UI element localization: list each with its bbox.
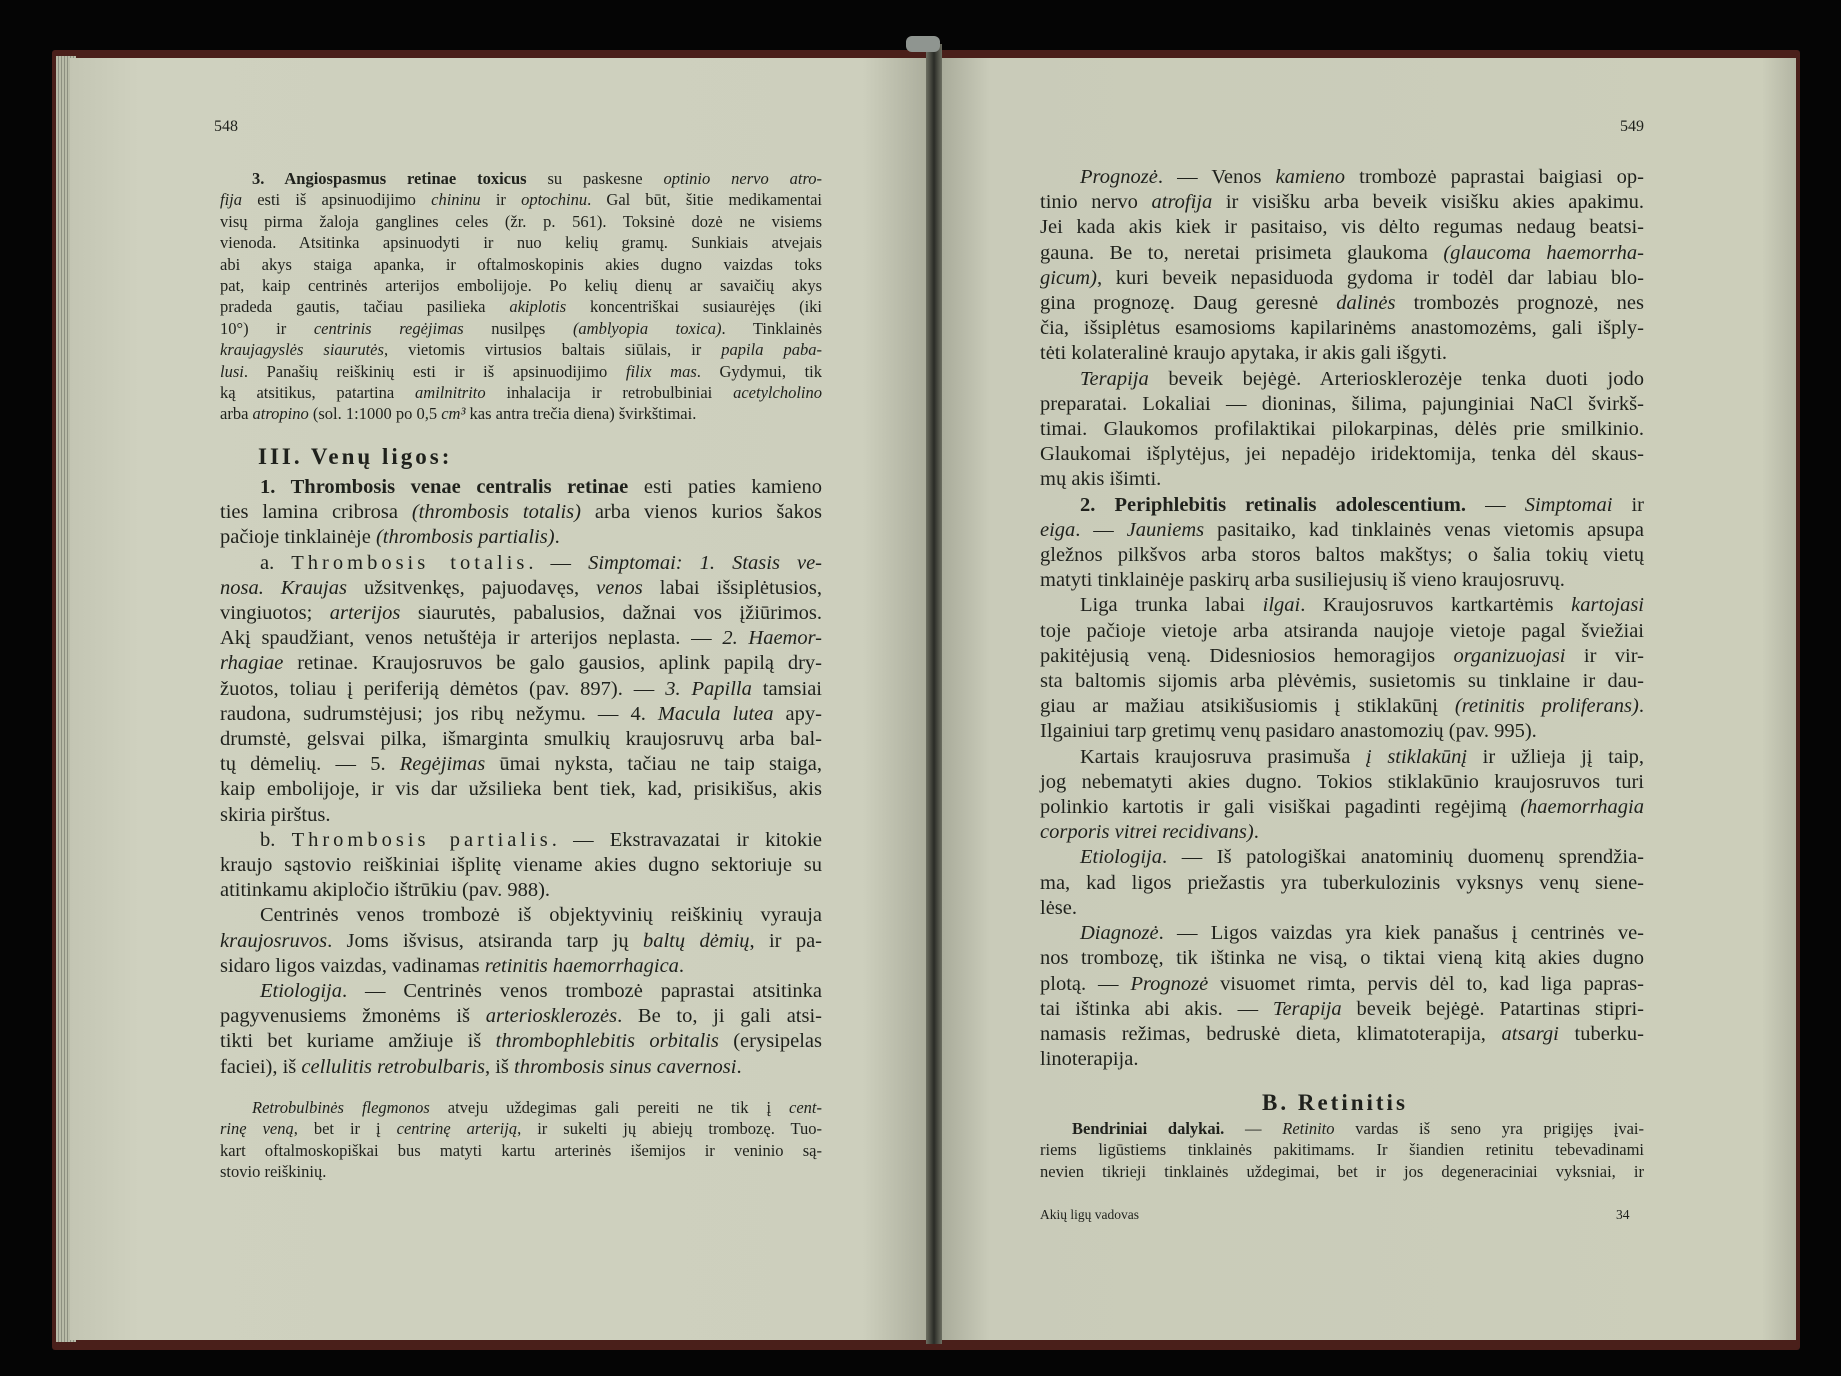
text-run: gležnos pilkšvos arba storos baltos makštys; o šalia tokių vietų (1040, 544, 1644, 567)
italic-text: baltų dėmių (642, 929, 750, 952)
italic-text: kamieno (1275, 166, 1346, 188)
italic-text: (haemorrhagia (1520, 796, 1644, 819)
text-run: ir vir- (1565, 644, 1644, 667)
italic-text: (glaucoma haemorrha- (1443, 241, 1644, 264)
text-run: . (1253, 821, 1259, 844)
italic-text: į stiklakūnį (1366, 745, 1468, 768)
text-run: linoterapija. (1040, 1048, 1139, 1071)
text-line (220, 828, 822, 853)
bold-text: Bendriniai dalykai. (1072, 1119, 1225, 1138)
text-line (1040, 745, 1644, 770)
text-run: abi akys staiga apanka, ir oftalmoskopinis akies dugno vaizdas toks (220, 254, 822, 274)
italic-text: 3. Papilla (665, 677, 752, 700)
text-line (220, 382, 822, 403)
text-run: ūmai nyksta, tačiau ne taip staiga, (485, 753, 822, 776)
italic-text: Terapija (1272, 997, 1342, 1020)
text-line (1040, 568, 1644, 593)
text-run: faciei), iš (220, 1055, 302, 1078)
bold-text: 3. Angiospasmus retinae toxicus (252, 169, 527, 188)
text-run: . — (1075, 518, 1127, 541)
text-run: (sol. 1:1000 po 0,5 (308, 404, 442, 424)
text-run: timai. Glaukomos profilaktikai pilokarpinas, dėlės prie smilkinio. (1040, 418, 1644, 441)
text-run: . Tinklainės (721, 318, 822, 338)
text-run: pačioje tinklainėje (220, 526, 376, 549)
italic-text: papila paba- (721, 340, 822, 360)
text-line (220, 1029, 822, 1054)
text-run: kas antra trečia diena) švirkštimai. (465, 404, 697, 424)
text-line (220, 651, 822, 676)
text-run: gauna. Be to, neretai prisimeta glaukoma (1040, 241, 1444, 264)
text-line (1040, 215, 1644, 240)
text-run: pakitėjusią veną. Didesniosios hemoragijos (1040, 644, 1454, 667)
text-run: riems ligūstiems tinklainės pakitimams. Ir šiandien retinitu tebevadinami (1040, 1140, 1644, 1160)
text-line (1040, 1047, 1644, 1072)
text-line (220, 929, 822, 954)
text-run: tamsiai (751, 677, 822, 700)
text-line (220, 853, 822, 878)
italic-text: fija (220, 190, 243, 210)
text-run: namasis režimas, bedruskė dieta, klimatoterapija, (1040, 1022, 1502, 1045)
text-line (1040, 493, 1644, 518)
text-run: nos trombozę, tik ištinka ne visą, o tiktai vieną kitą akies dugno (1040, 947, 1644, 970)
italic-text: Etiologija (1080, 846, 1162, 869)
italic-text: dalinės (1336, 292, 1396, 315)
text-run: vingiuotos; (220, 602, 330, 625)
text-run: pradeda gautis, tačiau pasilieka (220, 297, 510, 317)
text-run: vienoda. Atsitinka apsinuodyti ir nuo kelių gramų. Sunkiais atvejais (220, 233, 822, 253)
spaced-text: Thrombosis totalis (291, 551, 529, 574)
italic-text: Retinito (1282, 1119, 1335, 1138)
italic-text: Simptomai: 1. Stasis ve- (588, 551, 823, 574)
italic-text: (retinitis proliferans) (1454, 695, 1639, 718)
text-line (220, 1161, 822, 1182)
italic-text: cm³ (441, 404, 466, 424)
text-run: , iš (484, 1055, 515, 1078)
text-run: Centrinės venos trombozė iš objektyvinių reiškinių vyrauja (260, 904, 822, 927)
text-line (220, 318, 822, 339)
text-line (220, 525, 822, 550)
italic-text: Diagnozė (1080, 922, 1159, 945)
text-run: beveik bejėgė. Arteriosklerozėje tenka duoti jodo (1148, 367, 1644, 390)
text-line (220, 1118, 822, 1139)
text-line (220, 576, 822, 601)
italic-text: retinitis haemorrhagica (484, 954, 679, 977)
text-line (220, 803, 822, 828)
text-run: drumstė, gelsvai pilka, išmarginta smulkių kraujosruvų arba bal- (220, 728, 822, 751)
text-run: inhalacija ir retrobulbiniai (485, 383, 734, 403)
text-line (220, 275, 822, 296)
text-line (1040, 266, 1644, 291)
right-page-number: 549 (1620, 118, 1644, 135)
text-line (220, 339, 822, 360)
text-run: kraujo sąstovio reiškiniai išplitę viename akies dugno sektoriuje su (220, 854, 822, 877)
text-line (220, 403, 822, 424)
text-run: Akį spaudžiant, venos netuštėja ir arterijos neplasta. — (220, 627, 723, 650)
text-run: ir užlieja jį taip, (1467, 745, 1644, 768)
text-run: kaip embolijoje, ir vis dar užsilieka bent tiek, kad, prisikišus, akis (220, 778, 822, 801)
text-run: . — Ligos vaizdas yra kiek panašus į centrinės ve- (1158, 922, 1644, 945)
italic-text: rinę veną (220, 1119, 294, 1139)
text-run: matyti tinklainėje paskirų arba susiliejusių iš vieno kraujosruvų. (1040, 569, 1565, 592)
left-page-number: 548 (214, 118, 238, 135)
text-line (220, 626, 822, 651)
text-run: mų akis išimti. (1040, 468, 1162, 491)
text-run: giau ar mažiau atsikišusiomis į stiklakūnį (1040, 695, 1455, 718)
italic-text: optochinu (521, 190, 588, 210)
text-run: . Joms išvisus, atsiranda tarp jų (327, 929, 643, 952)
text-run: labai išsiplėtusios, (642, 576, 822, 599)
text-line (1040, 871, 1644, 896)
italic-text: corporis vitrei recidivans) (1040, 821, 1254, 844)
text-line (220, 1097, 822, 1118)
italic-text: Retrobulbinės flegmonos (252, 1098, 430, 1117)
text-run: . Gal būt, šitie medikamentai (587, 190, 822, 210)
footer-book-title: Akių ligų vadovas (1040, 1207, 1139, 1222)
italic-text: thrombosis sinus cavernosi (514, 1055, 737, 1078)
text-line (1040, 619, 1644, 644)
text-line (220, 254, 822, 275)
italic-text: kraujagyslės siaurutės (220, 340, 384, 360)
text-run: . Be to, ji gali atsi- (617, 1005, 822, 1028)
italic-text: Jauniems (1126, 518, 1205, 541)
text-line (1040, 316, 1644, 341)
italic-text: Regėjimas (399, 753, 486, 776)
italic-text: acetylcholino (733, 383, 822, 403)
text-line (220, 601, 822, 626)
text-line (220, 752, 822, 777)
text-line (1040, 367, 1644, 392)
text-line (220, 954, 822, 979)
text-line (220, 979, 822, 1004)
text-run: sta baltomis sijomis arba plėvėmis, susietomis su tinklaine ir dau- (1040, 670, 1644, 693)
italic-text: centrinis regėjimas (313, 318, 464, 338)
text-line (1040, 770, 1644, 795)
italic-text: rhagiae (220, 652, 284, 675)
text-run: vardas iš seno yra prigijęs įvai- (1334, 1119, 1645, 1138)
text-run: visuomet rimta, pervis dėl to, kad liga papras- (1208, 972, 1644, 995)
text-line (220, 475, 822, 500)
italic-text: cellulitis retrobulbaris (301, 1055, 485, 1078)
text-run: ir visišku arba beveik visišku akies apakimu. (1212, 191, 1645, 214)
italic-text: Etiologija (260, 980, 342, 1003)
text-run: čia, išsiplėtus esamosioms kapilarinėms anastomozėms, gali išply- (1040, 317, 1644, 340)
binding-clip (906, 36, 940, 52)
italic-text: Macula lutea (657, 702, 774, 725)
text-line (1040, 1139, 1644, 1160)
text-line (220, 1055, 822, 1080)
text-line (1040, 1118, 1644, 1139)
text-run: gina prognozę. Daug geresnė (1040, 292, 1337, 315)
text-run: trombozė paprastai baigiasi op- (1345, 166, 1644, 188)
text-line (1040, 669, 1644, 694)
text-run: raudona, sudrumstėjusi; jos ribų nežymu. — 4. (220, 702, 658, 725)
text-line (1040, 392, 1644, 417)
text-run: retinae. Kraujosruvos be galo gausios, aplink papilą dry- (283, 652, 822, 675)
bold-text: 1. Thrombosis venae centralis retinae (260, 476, 629, 498)
text-run: sidaro ligos vaizdas, vadinamas (220, 954, 485, 977)
text-run: stovio reiškinių. (220, 1162, 327, 1182)
text-line (1040, 417, 1644, 442)
text-run: ties lamina cribrosa (220, 501, 412, 524)
italic-text: lusi (220, 361, 244, 381)
italic-text: cent- (789, 1098, 822, 1117)
text-line (1040, 644, 1644, 669)
text-run: 10°) ir (220, 318, 314, 338)
text-run: siaurutės, pabalusios, dažnai vos įžiūrimos. (400, 602, 822, 625)
text-run: a. (260, 551, 292, 574)
text-line (220, 727, 822, 752)
book-gutter (926, 44, 942, 1344)
italic-text: Simptomai (1524, 493, 1613, 516)
italic-text: organizuojasi (1453, 644, 1566, 667)
text-line (1040, 190, 1644, 215)
text-line (220, 1140, 822, 1161)
text-run: trombozės prognozė, nes (1395, 292, 1644, 315)
bold-text: 2. Periphlebitis retinalis adolescentium. (1080, 493, 1467, 516)
text-run: apy- (773, 702, 822, 725)
text-run: pat, kaip centrinės arterijos embolijoje. Po kelių dienų ar savaičių akys (220, 276, 822, 296)
text-run: atveju uždegimas gali pereiti ne tik į (429, 1098, 790, 1117)
text-run: užsitvenkęs, pajuodavęs, (346, 576, 597, 599)
text-line (1040, 694, 1644, 719)
italic-text: arteriosklerozės (485, 1005, 618, 1028)
text-line (1040, 341, 1644, 366)
right-body-prognoze (1040, 165, 1644, 1072)
text-line (220, 189, 822, 210)
text-run: su paskesne (526, 169, 664, 188)
text-run: Ilgainiui tarp gretimų venų pasidaro anastomozių (pav. 995). (1040, 720, 1537, 743)
italic-text: Prognozė (1130, 972, 1209, 995)
text-run: pasitaiko, kad tinklainės venas vietomis apsupa (1204, 518, 1645, 541)
text-run: koncentriškai susiaurėjęs (iki (566, 297, 822, 317)
text-run: . (554, 526, 560, 549)
text-run: atitinkamu akipločio ištrūkiu (pav. 988). (220, 879, 551, 902)
text-run: beveik bejėgė. Patartinas stipri- (1341, 997, 1644, 1020)
text-run: Kartais kraujosruva prasimuša (1080, 745, 1366, 768)
text-line (1040, 845, 1644, 870)
text-run: kart oftalmoskopiškai bus matyti kartu arterinės išemijos ir veninio są- (220, 1140, 822, 1160)
text-run: tuberku- (1558, 1022, 1645, 1045)
text-run: . — Venos (1157, 166, 1276, 188)
italic-text: Prognozė (1080, 166, 1158, 188)
text-run: . (678, 954, 685, 977)
italic-text: eiga (1040, 518, 1076, 541)
text-run: Jei kada akis kiek ir pasitaiso, vis dėlto regumas nedaug beatsi- (1040, 216, 1644, 239)
text-run: tai ištinka abi akis. — (1040, 997, 1273, 1020)
text-line (1040, 795, 1644, 820)
text-line (220, 232, 822, 253)
text-run: tikti bet kuriame amžiuje iš (220, 1030, 496, 1053)
italic-text: amilnitrito (415, 383, 486, 403)
text-run: . Gydymui, tik (696, 361, 823, 381)
italic-text: nosa. Kraujas (220, 576, 347, 599)
text-run: jog nebematyti akies dugno. Tokios stiklakūnio kraujosruvos turi (1040, 770, 1644, 793)
text-line (220, 702, 822, 727)
text-run: nevien tikrieji tinklainės uždegimai, bet ir jos degeneraciniai vyksniai, ir (1040, 1161, 1644, 1181)
text-run: skiria pirštus. (220, 803, 331, 826)
text-line (220, 296, 822, 317)
text-line (1040, 1022, 1644, 1047)
text-run: (erysipelas (718, 1030, 822, 1053)
text-run: b. (260, 828, 292, 851)
text-run: . (1638, 695, 1644, 718)
text-run: — (1224, 1119, 1283, 1138)
text-run: tų dėmelių. — 5. (220, 753, 400, 776)
text-line (1040, 972, 1644, 997)
text-run: . (736, 1055, 742, 1078)
italic-text: ilgai (1262, 594, 1301, 617)
italic-text: gicum) (1040, 266, 1097, 289)
left-body-thrombosis (220, 475, 822, 1080)
text-line (1040, 165, 1644, 190)
italic-text: 2. Haemor- (722, 627, 822, 650)
left-note-retrobulbines (220, 1097, 822, 1183)
italic-text: (amblyopia toxica) (572, 318, 722, 338)
text-line (1040, 442, 1644, 467)
text-run: arba vienos kurios šakos (580, 501, 822, 524)
text-run: arba (220, 404, 253, 424)
italic-text: atrofija (1151, 191, 1213, 214)
italic-text: optinio nervo atro- (663, 169, 823, 188)
text-line (1040, 593, 1644, 618)
spaced-text: Thrombosis partialis (291, 828, 552, 851)
text-run: ką atsitikus, patartina (220, 383, 416, 403)
text-run: , bet ir į (293, 1119, 397, 1139)
text-run: . — Ekstravazatai ir kitokie (551, 828, 823, 851)
text-line (220, 168, 822, 189)
text-line (1040, 997, 1644, 1022)
text-line (220, 551, 822, 576)
text-line (1040, 921, 1644, 946)
text-line (220, 500, 822, 525)
italic-text: atsargi (1501, 1022, 1559, 1045)
text-run: ir (480, 190, 522, 210)
italic-text: chininu (431, 190, 481, 210)
text-line (1040, 719, 1644, 744)
text-line (220, 677, 822, 702)
left-paragraph-angiospasmus (220, 168, 822, 425)
text-run: polinkio kartotis ir gali visiškai pagadinti regėjimą (1040, 796, 1521, 819)
text-run: — (1466, 493, 1525, 516)
text-line (1040, 241, 1644, 266)
text-line (1040, 543, 1644, 568)
right-paragraph-bendriniai (1040, 1118, 1644, 1182)
text-run: ma, kad ligos priežastis yra tuberkulozinis vyksnys venų siene- (1040, 871, 1644, 894)
text-line (1040, 291, 1644, 316)
text-run: preparatai. Lokaliai — dioninas, šilima, pajunginiai NaCl švirkš- (1040, 392, 1644, 415)
text-run: toje pačioje vietoje arba atsiranda naujoje vietoje pagal šviežiai (1040, 619, 1644, 642)
text-run: , vietomis virtusios baltais siūlais, ir (383, 340, 722, 360)
text-line (1040, 820, 1644, 845)
text-run: lėse. (1040, 896, 1077, 919)
italic-text: (thrombosis partialis) (375, 526, 555, 549)
italic-text: atropino (252, 404, 309, 424)
text-line (1040, 1161, 1644, 1182)
section-heading-venu-ligos: III. Venų ligos: (258, 444, 453, 469)
italic-text: akiplotis (509, 297, 567, 317)
text-run: nusilpęs (463, 318, 573, 338)
italic-text: Terapija (1080, 367, 1149, 390)
italic-text: kraujosruvos (220, 929, 328, 952)
italic-text: kartojasi (1571, 594, 1645, 617)
text-run: , ir sukelti jų abiejų trombozę. Tuo- (517, 1119, 822, 1139)
text-line (220, 777, 822, 802)
text-line (220, 361, 822, 382)
text-line (1040, 896, 1644, 921)
text-run: esti paties kamieno (628, 476, 823, 498)
text-run: visų pirma žaloja ganglines celes (žr. p. 561). Toksinė dozė ne visiems (220, 211, 822, 231)
italic-text: venos (596, 576, 643, 599)
text-run: . — Iš patologiškai anatominių duomenų sprendžia- (1162, 846, 1644, 869)
text-run: , ir pa- (749, 929, 822, 952)
italic-text: (thrombosis totalis) (411, 501, 581, 524)
text-line (220, 1004, 822, 1029)
text-run: ir (1612, 493, 1644, 516)
text-run: pagyvenusiems žmonėms iš (220, 1005, 486, 1028)
text-run: . Kraujosruvos kartkartėmis (1300, 594, 1572, 617)
text-run: tėti kolateralinė kraujo apytaka, ir akis gali išgyti. (1040, 342, 1448, 365)
footer-signature-mark: 34 (1616, 1207, 1630, 1222)
text-run: esti iš apsinuodijimo (242, 190, 432, 210)
text-run: . — Centrinės venos trombozė paprastai atsitinka (342, 980, 822, 1003)
text-line (220, 211, 822, 232)
text-line (220, 878, 822, 903)
text-run: plotą. — (1040, 972, 1131, 995)
italic-text: thrombophlebitis orbitalis (495, 1030, 719, 1053)
text-run: tinio nervo (1040, 191, 1152, 214)
text-line (220, 903, 822, 928)
italic-text: filix mas (625, 361, 697, 381)
text-run: Glaukomai išplytėjus, jei nepadėjo iridektomija, tenka dėl skaus- (1040, 443, 1644, 466)
italic-text: centrinę arteriją (396, 1119, 518, 1139)
text-line (1040, 946, 1644, 971)
text-line (1040, 467, 1644, 492)
text-run: . Panašių reiškinių esti ir iš apsinuodijimo (243, 361, 626, 381)
text-run: žuotos, toliau į periferiją dėmėtos (pav. 897). — (220, 677, 666, 700)
section-heading-retinitis: B. Retinitis (1262, 1090, 1408, 1115)
text-run: , kuri beveik nepasiduoda gydoma ir todėl dar labiau blo- (1096, 266, 1644, 289)
text-run: . — (528, 551, 589, 574)
text-line (1040, 518, 1644, 543)
text-run: Liga trunka labai (1080, 594, 1263, 617)
italic-text: arterijos (329, 602, 401, 625)
